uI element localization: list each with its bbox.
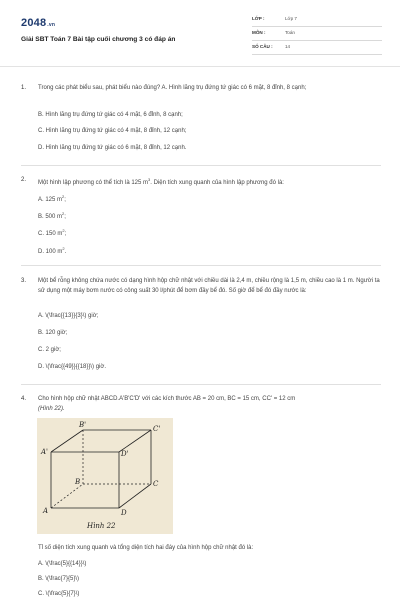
hidden-edge [51,484,83,508]
option-text: B. 500 m [38,214,63,220]
vertex-label: D' [121,450,129,458]
document-title: Giải SBT Toán 7 Bài tập cuối chương 3 có đáp án [21,36,176,43]
vertex-label: C [153,480,159,488]
question-text-after: . Diện tích xung quanh của hình lập phương đó là: [150,180,284,186]
header-divider [0,66,400,67]
question-text: Trong các phát biểu sau, phát biểu nào đúng? A. Hình lăng trụ đứng tứ giác có 6 mặt, 8 đỉnh, 8 cạnh; [38,85,307,91]
answer-option[interactable]: C. Hình lăng trụ đứng tứ giác có 4 mặt, 8 đỉnh, 12 cạnh; [38,128,187,134]
option-sup: 2 [62,228,65,233]
question-divider [21,265,381,266]
answer-option[interactable]: A. \(\frac{5}{{14}}\) [38,561,87,567]
header [0,0,400,66]
vertex-label: A [43,507,49,515]
answer-option[interactable]: C. 2 giờ; [38,347,61,353]
question-number: 4. [21,396,27,402]
option-after: ; [64,231,67,237]
meta-value: 14 [285,44,291,49]
answer-option[interactable] [38,211,66,220]
answer-option[interactable] [38,246,66,255]
meta-value: Lớp 7 [285,16,297,21]
option-after: . [64,249,67,255]
meta-row-class [252,14,382,27]
vertex-label: C' [153,425,161,433]
meta-label: LỚP : [252,16,265,21]
option-sup: 2 [62,211,65,216]
logo-suffix: .vn [47,22,56,28]
meta-label: SỐ CÂU : [252,44,273,49]
question-text: Một bể rỗng không chứa nước có dạng hình hộp chữ nhật với chiều dài là 2,4 m, chiều rộng là 1,5 m, chiều cao là 1 m. Người ta sử dụng một máy bơm nước có công suất 30 l/phút để bơm đầy bể đó. Số giờ để bể đó đầy nước là: [38,278,380,294]
edge [119,484,151,508]
vertex-label: B' [79,421,87,429]
answer-option[interactable]: B. 120 giờ; [38,330,68,336]
option-after: ; [64,197,66,203]
answer-option[interactable]: D. Hình lăng trụ đứng tứ giác có 6 mặt, 8 đỉnh, 12 cạnh. [38,145,187,151]
meta-row-subject [252,28,382,41]
meta-label: MÔN : [252,30,266,35]
logo-main: 2048 [21,17,47,29]
option-sup: 2 [62,194,65,199]
figure-caption: Hình 22 [87,522,116,530]
site-logo[interactable] [21,17,55,29]
option-text: C. 150 m [38,231,63,237]
question-divider [21,165,381,166]
answer-option[interactable]: B. \(\frac{7}{5}\) [38,576,80,582]
figure-reference: (Hình 22). [38,406,65,412]
vertex-label: B [75,478,81,486]
question-number: 1. [21,85,27,91]
edge [119,430,151,452]
question-text-main: Cho hình hộp chữ nhật ABCD.A'B'C'D' với các kích thước AB = 20 cm, BC = 15 cm, CC' = 12 cm [38,396,296,402]
vertex-label: D [121,509,127,517]
answer-option[interactable]: B. Hình lăng trụ đứng tứ giác có 4 mặt, 6 đỉnh, 8 cạnh; [38,112,183,118]
question-text-sup: 3 [148,177,151,182]
question-text [38,394,382,414]
answer-option[interactable]: A. \(\frac{{13}}{3}\) giờ; [38,313,99,319]
answer-option[interactable] [38,228,66,237]
question-divider [21,384,381,385]
meta-row-count [252,42,382,55]
option-text: D. 100 m [38,249,63,255]
question-number: 2. [21,177,27,183]
question-number: 3. [21,278,27,284]
option-sup: 2 [62,246,65,251]
cuboid-diagram [37,418,173,534]
question-text-main: Một hình lập phương có thể tích là 125 m [38,180,149,186]
option-after: ; [64,214,66,220]
answer-option[interactable] [38,194,66,203]
edge [51,430,83,452]
option-text: A. 125 m [38,197,63,203]
question-followup: Tỉ số diện tích xung quanh và tổng diện tích hai đáy của hình hộp chữ nhật đó là: [38,545,254,551]
answer-option[interactable]: C. \(\frac{5}{7}\) [38,591,80,597]
question-text [38,175,382,188]
answer-option[interactable]: D. \(\frac{{49}}{{18}}\) giờ. [38,364,106,370]
vertex-label: A' [41,448,48,456]
meta-value: Toán [285,30,295,35]
figure-cuboid [37,418,173,534]
